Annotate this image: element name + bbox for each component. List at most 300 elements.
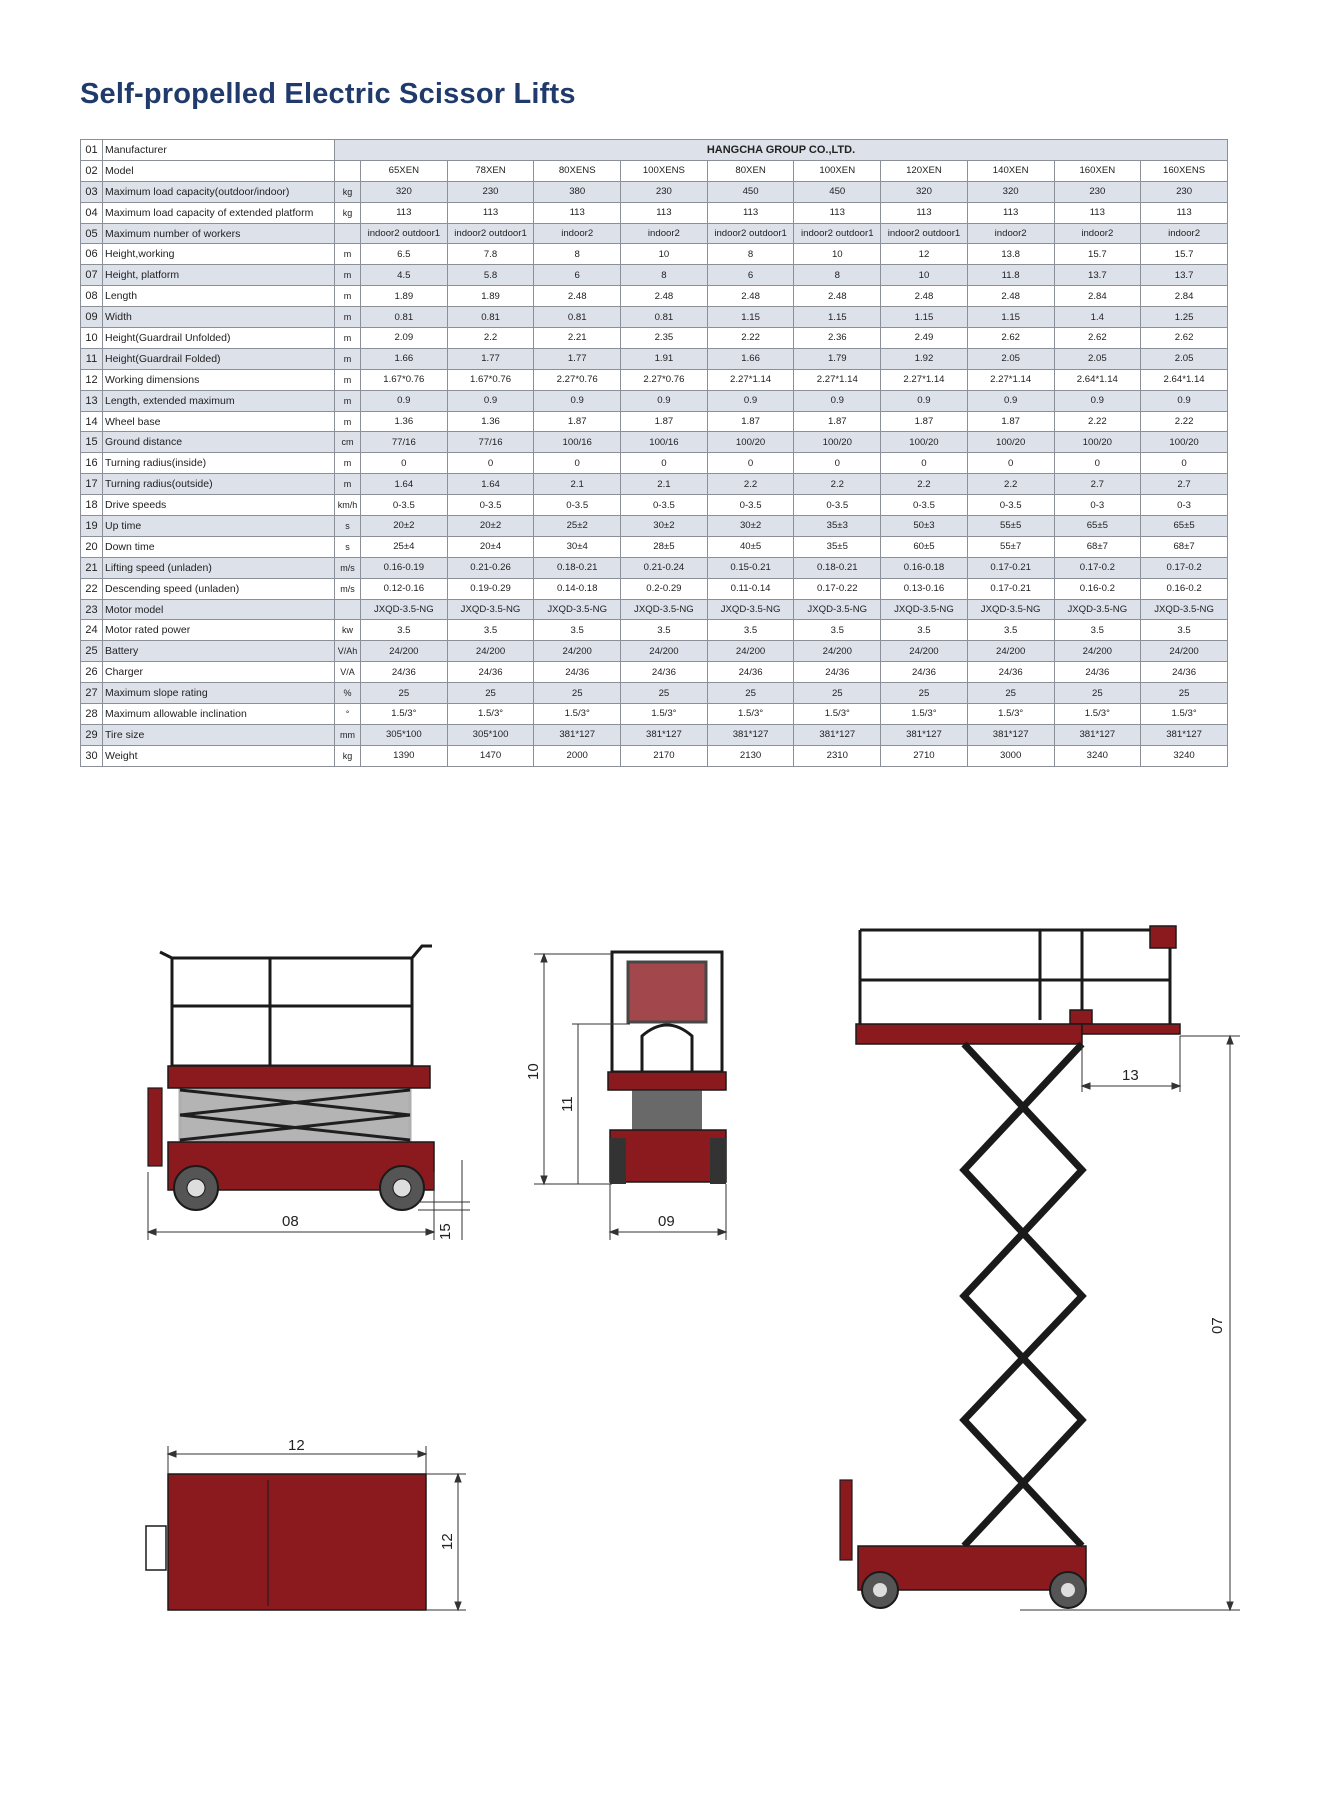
table-cell: 113	[534, 202, 621, 223]
table-cell: 12	[881, 244, 968, 265]
table-cell: 1.5/3°	[1054, 704, 1141, 725]
table-cell: 113	[1054, 202, 1141, 223]
table-cell: 3240	[1054, 745, 1141, 766]
table-cell: 25	[967, 683, 1054, 704]
table-cell: 0-3.5	[794, 495, 881, 516]
table-cell: 1.15	[881, 307, 968, 328]
row-label: Motor model	[103, 599, 335, 620]
row-unit: %	[335, 683, 361, 704]
dimension-label-platform-height: 10	[525, 1063, 542, 1080]
model-header-cell: 140XEN	[967, 160, 1054, 181]
row-number: 15	[81, 432, 103, 453]
scissor-stack	[180, 1090, 410, 1142]
table-cell: 1.77	[447, 348, 534, 369]
row-label: Height(Guardrail Folded)	[103, 348, 335, 369]
table-cell: 25	[1141, 683, 1228, 704]
table-cell: 2170	[621, 745, 708, 766]
row-number: 08	[81, 286, 103, 307]
row-unit: kg	[335, 745, 361, 766]
row-number: 18	[81, 495, 103, 516]
table-row	[81, 390, 1228, 411]
table-cell: 113	[361, 202, 448, 223]
table-cell: 0.81	[361, 307, 448, 328]
table-cell: 2.64*1.14	[1141, 369, 1228, 390]
table-cell: 0.19-0.29	[447, 578, 534, 599]
table-cell: 2.05	[1054, 348, 1141, 369]
table-cell: 380	[534, 181, 621, 202]
table-cell: 100/16	[534, 432, 621, 453]
table-cell: 3.5	[1141, 620, 1228, 641]
table-cell: 0.21-0.24	[621, 557, 708, 578]
table-cell: 100/20	[707, 432, 794, 453]
row-label: Down time	[103, 536, 335, 557]
table-cell: indoor2	[1141, 223, 1228, 244]
table-cell: 68±7	[1141, 536, 1228, 557]
table-cell: 0	[534, 453, 621, 474]
table-cell: 0-3.5	[447, 495, 534, 516]
table-cell: 24/200	[707, 641, 794, 662]
table-cell: 6.5	[361, 244, 448, 265]
model-header-cell: 80XENS	[534, 160, 621, 181]
table-cell: 0.9	[794, 390, 881, 411]
table-cell: 1.15	[707, 307, 794, 328]
row-unit: m	[335, 286, 361, 307]
row-number: 25	[81, 641, 103, 662]
table-cell: 3.5	[881, 620, 968, 641]
table-cell: 24/200	[534, 641, 621, 662]
table-cell: 0.21-0.26	[447, 557, 534, 578]
model-header-cell: 80XEN	[707, 160, 794, 181]
table-cell: 381*127	[1141, 724, 1228, 745]
table-cell: indoor2	[534, 223, 621, 244]
table-cell: 1.67*0.76	[447, 369, 534, 390]
table-cell: 1.87	[707, 411, 794, 432]
table-cell: 1.5/3°	[967, 704, 1054, 725]
table-cell: 0.9	[447, 390, 534, 411]
table-cell: 2.7	[1141, 474, 1228, 495]
table-cell: 2.62	[1141, 328, 1228, 349]
table-cell: 1.5/3°	[447, 704, 534, 725]
row-label: Maximum load capacity(outdoor/indoor)	[103, 181, 335, 202]
row-label: Height, platform	[103, 265, 335, 286]
table-cell: 3.5	[1054, 620, 1141, 641]
table-cell: 230	[1054, 181, 1141, 202]
table-cell: 35±3	[794, 516, 881, 537]
row-unit: s	[335, 536, 361, 557]
table-cell: 320	[881, 181, 968, 202]
top-view-drawing	[140, 1440, 480, 1630]
table-cell: 1.77	[534, 348, 621, 369]
table-cell: 2.36	[794, 328, 881, 349]
table-cell: 40±5	[707, 536, 794, 557]
table-cell: 24/200	[1054, 641, 1141, 662]
row-label: Motor rated power	[103, 620, 335, 641]
table-cell: 305*100	[447, 724, 534, 745]
table-cell: 1.5/3°	[361, 704, 448, 725]
table-cell: 1.87	[534, 411, 621, 432]
table-cell: 0.16-0.2	[1054, 578, 1141, 599]
row-unit: s	[335, 516, 361, 537]
table-cell: indoor2 outdoor1	[794, 223, 881, 244]
table-row	[81, 516, 1228, 537]
table-row	[81, 599, 1228, 620]
dimension-label-ground: 15	[437, 1223, 454, 1240]
table-cell: 1.5/3°	[534, 704, 621, 725]
table-cell: 2.64*1.14	[1054, 369, 1141, 390]
row-number: 17	[81, 474, 103, 495]
table-cell: 10	[794, 244, 881, 265]
row-unit	[335, 223, 361, 244]
table-row	[81, 724, 1228, 745]
table-cell: 1.91	[621, 348, 708, 369]
row-unit: m	[335, 453, 361, 474]
table-cell: 25	[534, 683, 621, 704]
table-cell: 24/200	[1141, 641, 1228, 662]
table-cell: 0-3	[1054, 495, 1141, 516]
row-label: Length	[103, 286, 335, 307]
table-cell: 2.05	[967, 348, 1054, 369]
table-cell: 3000	[967, 745, 1054, 766]
table-cell: 2.84	[1054, 286, 1141, 307]
table-cell: 1.64	[361, 474, 448, 495]
table-cell: 77/16	[361, 432, 448, 453]
front-scissor	[632, 1090, 702, 1130]
dimension-label-top-length: 12	[288, 1440, 305, 1454]
table-cell: 25	[1054, 683, 1141, 704]
table-cell: 100/20	[1141, 432, 1228, 453]
table-row	[81, 223, 1228, 244]
table-cell: 0.17-0.2	[1054, 557, 1141, 578]
guardrail	[160, 946, 432, 1066]
table-cell: 1.36	[361, 411, 448, 432]
table-row	[81, 369, 1228, 390]
table-cell: 0.81	[447, 307, 534, 328]
spec-table	[80, 139, 1228, 767]
table-cell: 0.81	[621, 307, 708, 328]
row-label: Length, extended maximum	[103, 390, 335, 411]
table-cell: 28±5	[621, 536, 708, 557]
table-cell: indoor2	[1054, 223, 1141, 244]
row-unit: m	[335, 390, 361, 411]
table-cell: 13.8	[967, 244, 1054, 265]
table-cell: 1.89	[361, 286, 448, 307]
table-cell: 2.05	[1141, 348, 1228, 369]
table-cell: 305*100	[361, 724, 448, 745]
row-number: 21	[81, 557, 103, 578]
dimension-label-width: 09	[658, 1213, 675, 1230]
row-unit: m	[335, 348, 361, 369]
table-cell: 2.27*0.76	[534, 369, 621, 390]
table-cell: 0.17-0.2	[1141, 557, 1228, 578]
table-cell: 15.7	[1141, 244, 1228, 265]
table-cell: 2.27*1.14	[707, 369, 794, 390]
table-cell: 65±5	[1054, 516, 1141, 537]
row-label: Ground distance	[103, 432, 335, 453]
table-cell: JXQD-3.5-NG	[794, 599, 881, 620]
table-cell: 3.5	[621, 620, 708, 641]
row-label: Battery	[103, 641, 335, 662]
row-unit: m	[335, 244, 361, 265]
dimension-label-length: 08	[282, 1213, 299, 1230]
table-cell: 24/36	[707, 662, 794, 683]
table-cell: 1.4	[1054, 307, 1141, 328]
table-cell: 113	[621, 202, 708, 223]
table-cell: 0-3	[1141, 495, 1228, 516]
top-body	[146, 1474, 426, 1610]
table-cell: 25	[447, 683, 534, 704]
table-cell: 0.17-0.21	[967, 578, 1054, 599]
table-cell: 8	[707, 244, 794, 265]
table-cell: 8	[794, 265, 881, 286]
front-view-drawing	[520, 940, 750, 1280]
table-row	[81, 495, 1228, 516]
row-unit: m	[335, 411, 361, 432]
row-unit: V/A	[335, 662, 361, 683]
table-cell: 2.1	[534, 474, 621, 495]
table-row	[81, 244, 1228, 265]
table-row-manufacturer	[81, 140, 1228, 161]
row-label: Width	[103, 307, 335, 328]
table-cell: 0	[1141, 453, 1228, 474]
row-number: 26	[81, 662, 103, 683]
row-unit: kw	[335, 620, 361, 641]
table-cell: 2.48	[794, 286, 881, 307]
table-cell: 381*127	[621, 724, 708, 745]
table-cell: 450	[707, 181, 794, 202]
table-cell: 2.48	[534, 286, 621, 307]
table-cell: 10	[621, 244, 708, 265]
row-label: Weight	[103, 745, 335, 766]
row-number: 01	[81, 140, 103, 161]
row-label: Model	[103, 160, 335, 181]
table-cell: 230	[621, 181, 708, 202]
table-cell: 0.13-0.16	[881, 578, 968, 599]
table-cell: 230	[447, 181, 534, 202]
table-cell: 381*127	[707, 724, 794, 745]
row-number: 28	[81, 704, 103, 725]
table-cell: 2.48	[967, 286, 1054, 307]
row-unit: cm	[335, 432, 361, 453]
table-cell: 3240	[1141, 745, 1228, 766]
table-cell: 1.64	[447, 474, 534, 495]
table-row	[81, 557, 1228, 578]
table-cell: 0-3.5	[534, 495, 621, 516]
model-header-cell: 160XEN	[1054, 160, 1141, 181]
model-header-cell: 160XENS	[1141, 160, 1228, 181]
table-cell: JXQD-3.5-NG	[967, 599, 1054, 620]
table-cell: 2130	[707, 745, 794, 766]
table-row	[81, 286, 1228, 307]
row-unit	[335, 599, 361, 620]
table-cell: 2.62	[1054, 328, 1141, 349]
table-cell: 2.22	[707, 328, 794, 349]
table-cell: 1.66	[361, 348, 448, 369]
table-cell: 0.9	[881, 390, 968, 411]
row-number: 05	[81, 223, 103, 244]
table-cell: 4.5	[361, 265, 448, 286]
row-label: Turning radius(inside)	[103, 453, 335, 474]
table-cell: 30±2	[707, 516, 794, 537]
table-cell: 2.1	[621, 474, 708, 495]
table-cell: 2.35	[621, 328, 708, 349]
table-cell: 3.5	[361, 620, 448, 641]
table-cell: 24/36	[621, 662, 708, 683]
table-cell: 7.8	[447, 244, 534, 265]
table-cell: 2.27*1.14	[794, 369, 881, 390]
table-cell: 100/20	[794, 432, 881, 453]
table-cell: 381*127	[1054, 724, 1141, 745]
table-cell: 1470	[447, 745, 534, 766]
row-number: 09	[81, 307, 103, 328]
table-cell: indoor2 outdoor1	[447, 223, 534, 244]
table-row	[81, 704, 1228, 725]
table-cell: 0.9	[1054, 390, 1141, 411]
table-row	[81, 453, 1228, 474]
table-row	[81, 474, 1228, 495]
table-cell: 3.5	[794, 620, 881, 641]
table-cell: 0	[1054, 453, 1141, 474]
row-number: 19	[81, 516, 103, 537]
table-cell: 55±7	[967, 536, 1054, 557]
table-cell: 24/36	[361, 662, 448, 683]
table-cell: indoor2 outdoor1	[707, 223, 794, 244]
row-label: Manufacturer	[103, 140, 335, 161]
table-cell: 24/200	[361, 641, 448, 662]
wheel-rear	[174, 1166, 218, 1210]
table-cell: 2710	[881, 745, 968, 766]
table-cell: 3.5	[967, 620, 1054, 641]
table-cell: JXQD-3.5-NG	[621, 599, 708, 620]
row-number: 30	[81, 745, 103, 766]
table-cell: indoor2 outdoor1	[361, 223, 448, 244]
row-number: 12	[81, 369, 103, 390]
front-guardrail	[612, 952, 722, 1080]
table-cell: 1.89	[447, 286, 534, 307]
table-cell: 2.2	[881, 474, 968, 495]
row-label: Wheel base	[103, 411, 335, 432]
table-cell: indoor2 outdoor1	[881, 223, 968, 244]
table-cell: 55±5	[967, 516, 1054, 537]
table-cell: JXQD-3.5-NG	[881, 599, 968, 620]
row-unit: m	[335, 265, 361, 286]
front-chassis	[610, 1130, 726, 1184]
table-cell: JXQD-3.5-NG	[447, 599, 534, 620]
row-unit: V/Ah	[335, 641, 361, 662]
table-cell: 1.92	[881, 348, 968, 369]
table-row	[81, 348, 1228, 369]
row-label: Charger	[103, 662, 335, 683]
table-cell: 230	[1141, 181, 1228, 202]
table-cell: 0.16-0.2	[1141, 578, 1228, 599]
table-cell: 2.2	[967, 474, 1054, 495]
model-header-cell: 100XENS	[621, 160, 708, 181]
table-cell: 2.48	[621, 286, 708, 307]
row-number: 16	[81, 453, 103, 474]
row-unit: m/s	[335, 557, 361, 578]
table-cell: 381*127	[881, 724, 968, 745]
table-cell: 0.81	[534, 307, 621, 328]
table-cell: indoor2	[621, 223, 708, 244]
table-cell: 320	[361, 181, 448, 202]
table-row	[81, 683, 1228, 704]
raised-guardrail	[860, 926, 1176, 1024]
table-row	[81, 432, 1228, 453]
table-cell: 320	[967, 181, 1054, 202]
row-number: 23	[81, 599, 103, 620]
row-label: Height,working	[103, 244, 335, 265]
table-cell: 0.18-0.21	[534, 557, 621, 578]
table-cell: 8	[621, 265, 708, 286]
table-cell: 0	[794, 453, 881, 474]
table-cell: 25	[794, 683, 881, 704]
row-unit	[335, 160, 361, 181]
table-cell: 2.48	[881, 286, 968, 307]
table-cell: 0.15-0.21	[707, 557, 794, 578]
table-row	[81, 181, 1228, 202]
table-cell: 113	[447, 202, 534, 223]
table-cell: 0	[881, 453, 968, 474]
table-cell: 1.87	[881, 411, 968, 432]
row-number: 03	[81, 181, 103, 202]
table-cell: 2000	[534, 745, 621, 766]
table-cell: 24/36	[534, 662, 621, 683]
table-cell: 2.62	[967, 328, 1054, 349]
table-cell: 113	[794, 202, 881, 223]
table-cell: 2.2	[447, 328, 534, 349]
dimension-width	[610, 1184, 726, 1240]
table-cell: 0.9	[1141, 390, 1228, 411]
table-cell: 0.16-0.19	[361, 557, 448, 578]
row-unit: m	[335, 307, 361, 328]
table-row	[81, 578, 1228, 599]
table-cell: 8	[534, 244, 621, 265]
row-label: Turning radius(outside)	[103, 474, 335, 495]
table-cell: 381*127	[534, 724, 621, 745]
table-cell: 0.9	[621, 390, 708, 411]
table-cell: 25	[707, 683, 794, 704]
table-cell: 24/36	[1141, 662, 1228, 683]
row-number: 14	[81, 411, 103, 432]
table-cell: 0-3.5	[967, 495, 1054, 516]
table-cell: 0.17-0.21	[967, 557, 1054, 578]
table-cell: 24/36	[967, 662, 1054, 683]
table-cell: 1.87	[794, 411, 881, 432]
table-cell: 30±2	[621, 516, 708, 537]
row-number: 11	[81, 348, 103, 369]
raised-view-drawing	[820, 920, 1260, 1700]
row-number: 07	[81, 265, 103, 286]
table-cell: 2.2	[794, 474, 881, 495]
table-cell: 0.17-0.22	[794, 578, 881, 599]
table-cell: 24/200	[447, 641, 534, 662]
table-cell: 1.15	[794, 307, 881, 328]
table-cell: 381*127	[794, 724, 881, 745]
row-unit: m	[335, 369, 361, 390]
table-cell: 0	[361, 453, 448, 474]
raised-platform	[856, 1024, 1180, 1044]
table-cell: JXQD-3.5-NG	[534, 599, 621, 620]
table-cell: 1.5/3°	[794, 704, 881, 725]
row-number: 27	[81, 683, 103, 704]
table-cell: 1.66	[707, 348, 794, 369]
table-cell: 100/20	[1054, 432, 1141, 453]
table-cell: 100/20	[967, 432, 1054, 453]
table-row	[81, 662, 1228, 683]
table-cell: JXQD-3.5-NG	[1054, 599, 1141, 620]
table-row	[81, 641, 1228, 662]
row-unit: kg	[335, 181, 361, 202]
row-unit: °	[335, 704, 361, 725]
